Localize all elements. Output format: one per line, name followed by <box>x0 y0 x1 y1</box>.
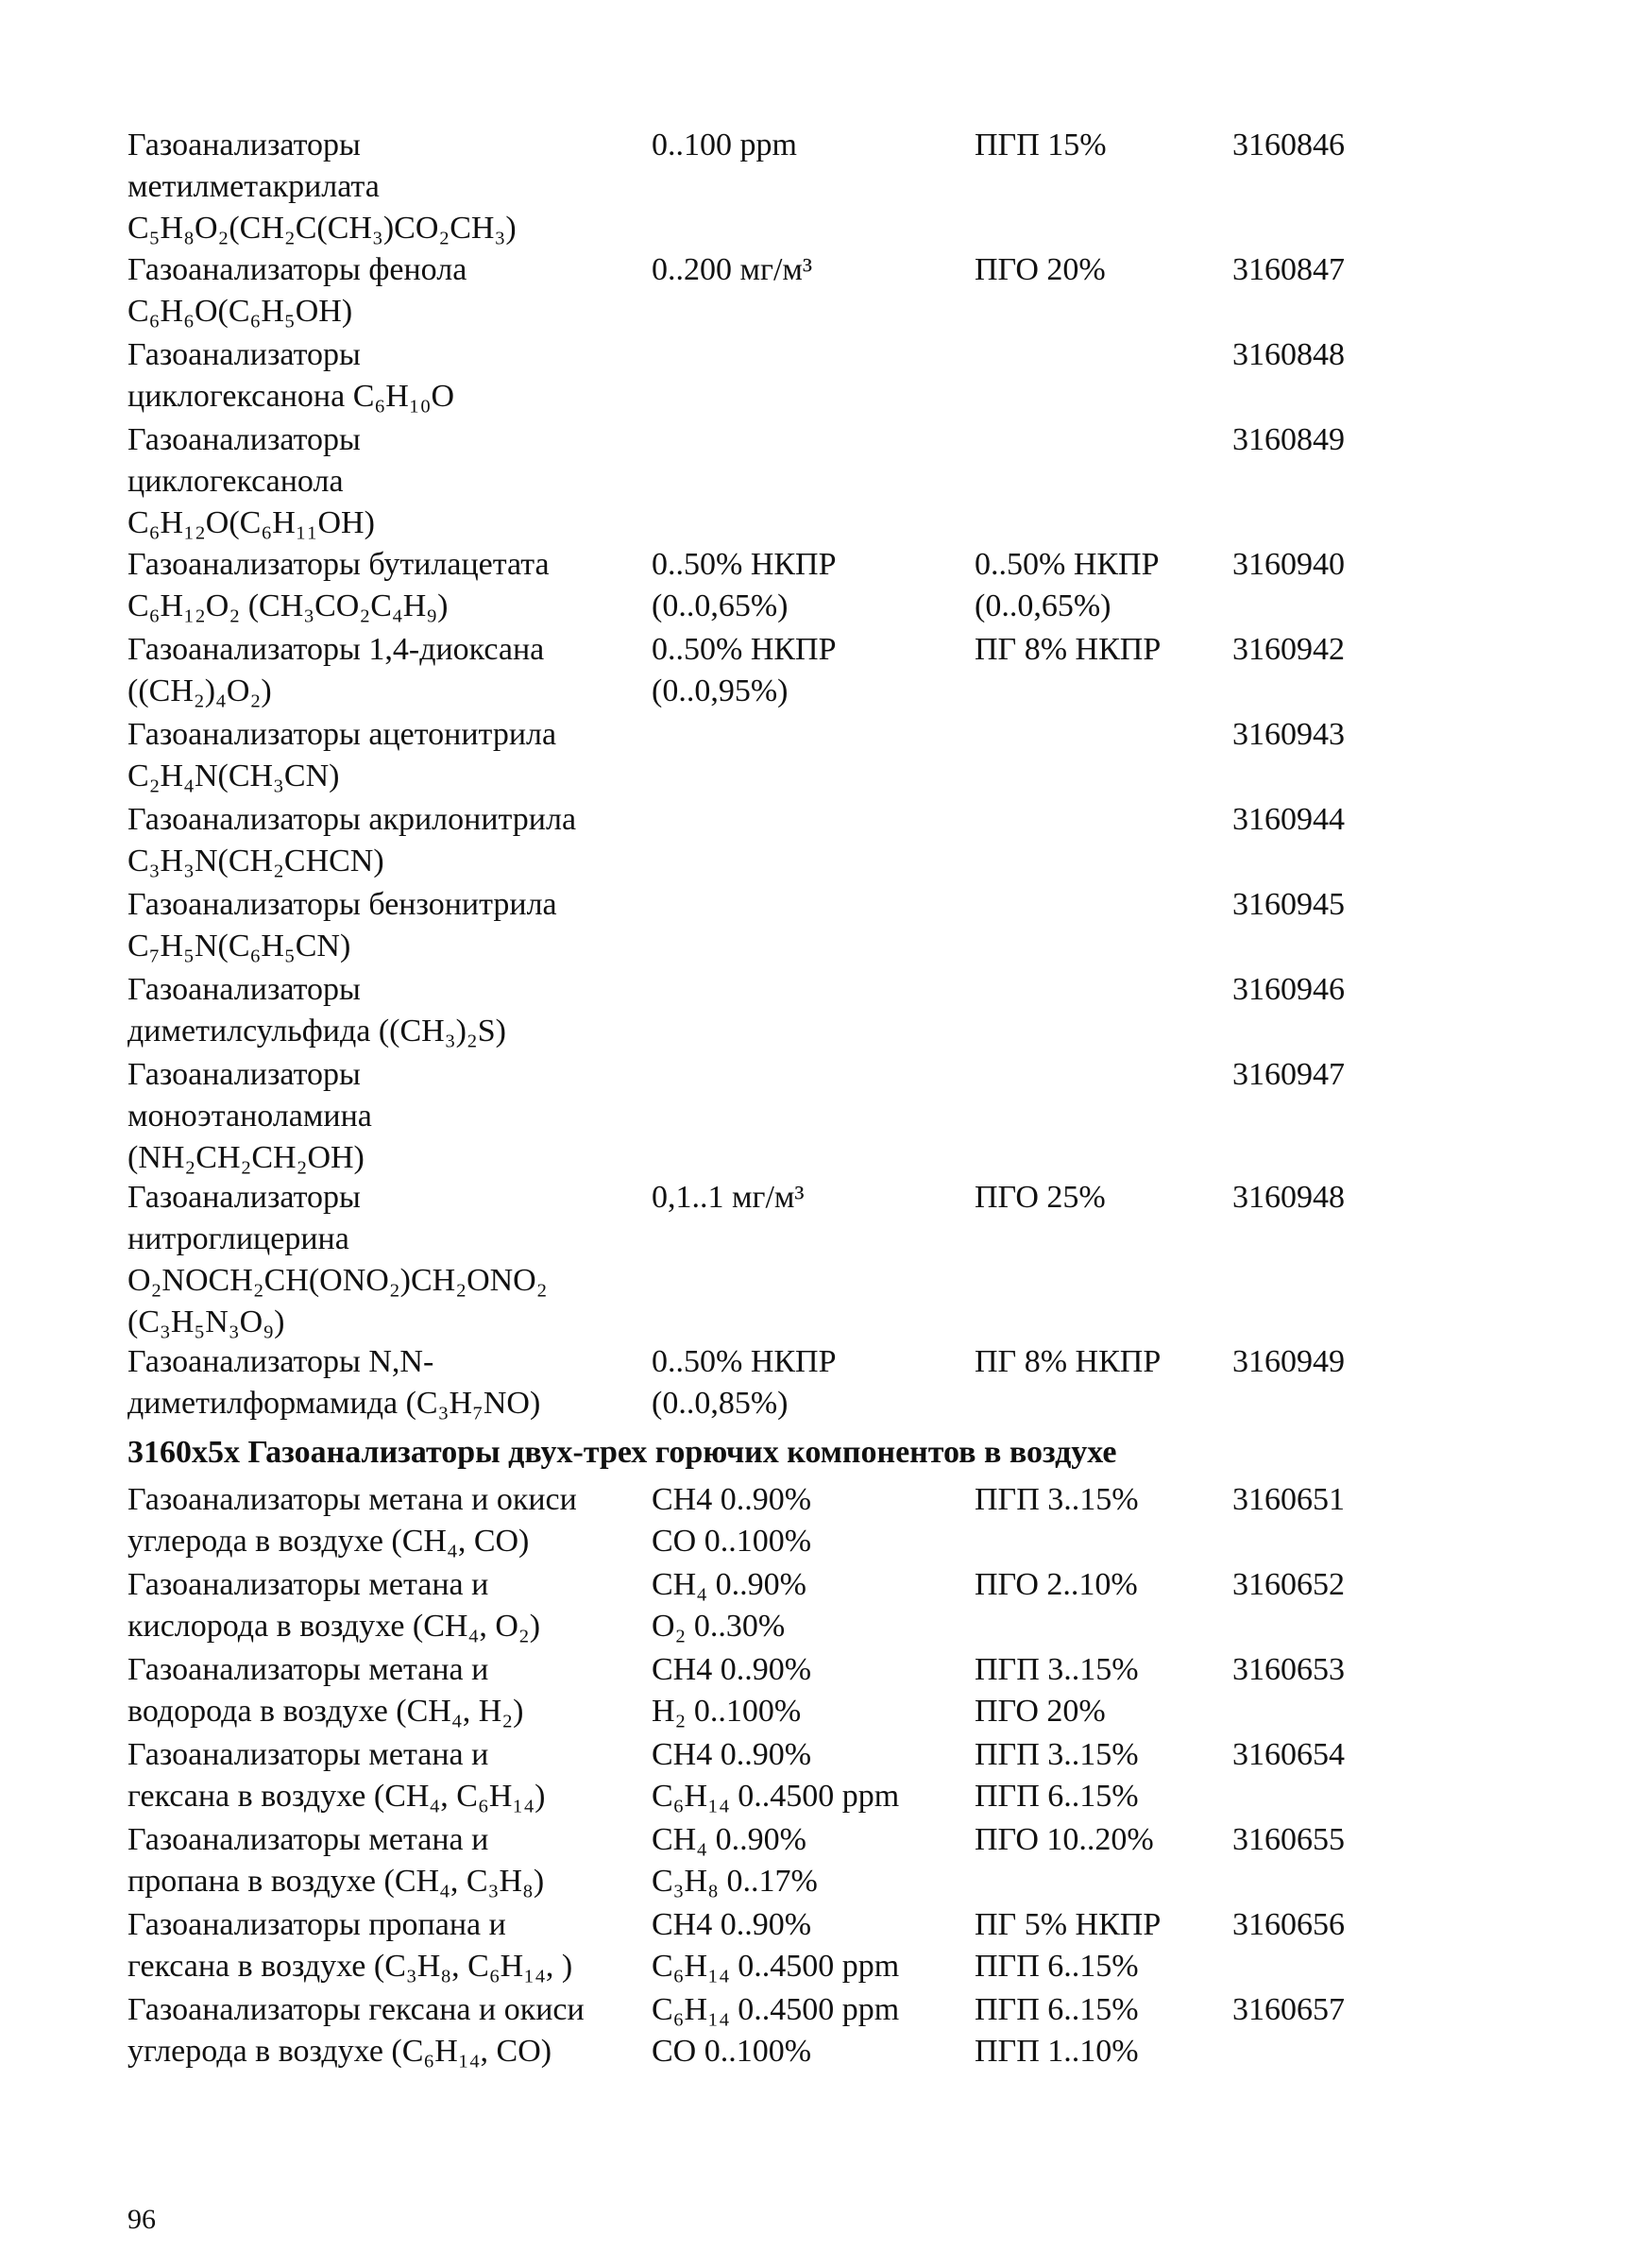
product-code: 3160653 <box>1232 1652 1345 1687</box>
analyzer-name: Газоанализаторы бутилацетата C₆H₁₂O₂ (CH₃CO₂C₄H₉) <box>127 547 550 623</box>
measurement-range: 0..200 мг/м³ <box>652 252 813 287</box>
alarm-threshold: ПГ 8% НКПР <box>975 632 1162 667</box>
product-code: 3160942 <box>1232 632 1345 667</box>
alarm-threshold: ПГП 15% <box>975 128 1107 162</box>
measurement-range: CH₄ 0..90% C₃H₈ 0..17% <box>652 1822 818 1899</box>
analyzer-name: Газоанализаторы акрилонитрила C₃H₃N(CH₂CHCN) <box>127 802 577 878</box>
measurement-range: 0..50% НКПР (0..0,65%) <box>652 547 837 623</box>
analyzer-name: Газоанализаторы N,N- диметилформамида (C₃H₇NO) <box>127 1344 541 1421</box>
analyzer-name: Газоанализаторы моноэтаноламина (NH₂CH₂CH₂OH) <box>127 1057 372 1175</box>
alarm-threshold: ПГ 5% НКПР ПГП 6..15% <box>975 1907 1162 1984</box>
measurement-range: C₆H₁₄ 0..4500 ppm CO 0..100% <box>652 1992 900 2069</box>
analyzer-name: Газоанализаторы циклогексанона C₆H₁₀O <box>127 337 455 414</box>
product-code: 3160652 <box>1232 1567 1345 1602</box>
measurement-range: CH₄ 0..90% O₂ 0..30% <box>652 1567 806 1644</box>
product-code: 3160849 <box>1232 422 1345 457</box>
product-code: 3160940 <box>1232 547 1345 582</box>
product-code: 3160847 <box>1232 252 1345 287</box>
product-code: 3160846 <box>1232 128 1345 162</box>
product-code: 3160655 <box>1232 1822 1345 1857</box>
measurement-range: 0..100 ppm <box>652 128 797 162</box>
alarm-threshold: ПГП 3..15% ПГО 20% <box>975 1652 1139 1729</box>
product-code: 3160944 <box>1232 802 1345 837</box>
alarm-threshold: ПГО 2..10% <box>975 1567 1138 1602</box>
product-code: 3160948 <box>1232 1180 1345 1215</box>
product-code: 3160848 <box>1232 337 1345 372</box>
product-code: 3160657 <box>1232 1992 1345 2027</box>
alarm-threshold: ПГО 20% <box>975 252 1106 287</box>
alarm-threshold: ПГО 10..20% <box>975 1822 1154 1857</box>
alarm-threshold: ПГ 8% НКПР <box>975 1344 1162 1379</box>
measurement-range: CH4 0..90% C₆H₁₄ 0..4500 ppm <box>652 1907 900 1984</box>
alarm-threshold: ПГП 3..15% <box>975 1482 1139 1517</box>
analyzer-name: Газоанализаторы метана и водорода в воздухе (CH₄, H₂) <box>127 1652 524 1729</box>
product-code: 3160654 <box>1232 1737 1345 1772</box>
analyzer-name: Газоанализаторы нитроглицерина O₂NOCH₂CH(ONO₂)CH₂ONO₂ (C₃H₅N₃O₉) <box>127 1180 548 1339</box>
analyzer-name: Газоанализаторы пропана и гексана в воздухе (C₃H₈, C₆H₁₄, ) <box>127 1907 573 1984</box>
measurement-range: 0..50% НКПР (0..0,85%) <box>652 1344 837 1421</box>
measurement-range: CH4 0..90% C₆H₁₄ 0..4500 ppm <box>652 1737 900 1814</box>
product-code: 3160945 <box>1232 887 1345 922</box>
alarm-threshold: ПГП 6..15% ПГП 1..10% <box>975 1992 1139 2069</box>
section-heading: 3160x5x Газоанализаторы двух-трех горючих компонентов в воздухе <box>127 1435 1117 1470</box>
product-code: 3160949 <box>1232 1344 1345 1379</box>
analyzer-name: Газоанализаторы гексана и окиси углерода в воздухе (C₆H₁₄, CO) <box>127 1992 585 2069</box>
analyzer-name: Газоанализаторы 1,4-диоксана ((CH₂)₄O₂) <box>127 632 545 708</box>
product-code: 3160947 <box>1232 1057 1345 1092</box>
measurement-range: 0,1..1 мг/м³ <box>652 1180 805 1215</box>
analyzer-name: Газоанализаторы метилметакрилата C₅H₈O₂(CH₂C(CH₃)CO₂CH₃) <box>127 128 517 246</box>
analyzer-name: Газоанализаторы метана и гексана в воздухе (CH₄, C₆H₁₄) <box>127 1737 546 1814</box>
analyzer-name: Газоанализаторы диметилсульфида ((CH₃)₂S) <box>127 972 506 1049</box>
alarm-threshold: 0..50% НКПР (0..0,65%) <box>975 547 1160 623</box>
product-code: 3160651 <box>1232 1482 1345 1517</box>
product-code: 3160946 <box>1232 972 1345 1007</box>
analyzer-name: Газоанализаторы циклогексанола C₆H₁₂O(C₆H₁₁OH) <box>127 422 375 540</box>
analyzer-name: Газоанализаторы метана и кислорода в воздухе (CH₄, O₂) <box>127 1567 541 1644</box>
product-code: 3160943 <box>1232 717 1345 752</box>
measurement-range: 0..50% НКПР (0..0,95%) <box>652 632 837 708</box>
measurement-range: CH4 0..90% CO 0..100% <box>652 1482 812 1559</box>
analyzer-name: Газоанализаторы бензонитрила C₇H₅N(C₆H₅CN) <box>127 887 557 963</box>
analyzer-name: Газоанализаторы метана и окиси углерода в воздухе (CH₄, CO) <box>127 1482 577 1559</box>
analyzer-name: Газоанализаторы ацетонитрила C₂H₄N(CH₃CN) <box>127 717 557 793</box>
alarm-threshold: ПГП 3..15% ПГП 6..15% <box>975 1737 1139 1814</box>
measurement-range: CH4 0..90% H₂ 0..100% <box>652 1652 812 1729</box>
analyzer-name: Газоанализаторы метана и пропана в воздухе (CH₄, C₃H₈) <box>127 1822 545 1899</box>
analyzer-name: Газоанализаторы фенола C₆H₆O(C₆H₅OH) <box>127 252 467 329</box>
alarm-threshold: ПГО 25% <box>975 1180 1106 1215</box>
page-number: 96 <box>127 2204 156 2235</box>
product-code: 3160656 <box>1232 1907 1345 1942</box>
